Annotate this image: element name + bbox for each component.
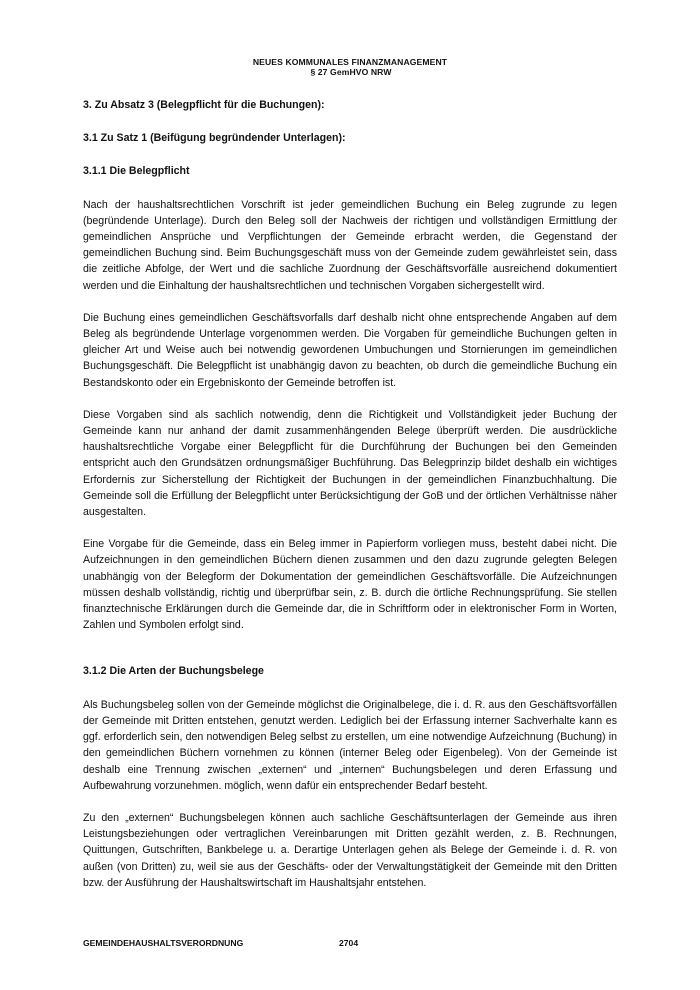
heading-arten-buchungsbelege: 3.1.2 Die Arten der Buchungsbelege [83, 665, 264, 678]
header-subtitle: § 27 GemHVO NRW [310, 67, 392, 77]
paragraph-3: Diese Vorgaben sind als sachlich notwendig, denn die Richtigkeit und Vollständigkeit jeder Buchung der Gemeinde kann nur anhand der damit zusammenhängenden Belege überprüft werden. Die ausdrückliche haushaltsrechtliche Vorgabe einer Belegpflicht für die Durchführung der Buchungen bei den Gemeinden entspricht auch den Grundsätzen ordnungsmäßiger Buchführung. Das Belegprinzip bildet deshalb ein wichtiges Erfordernis zur Sicherstellung der Richtigkeit der Buchungen in der gemeindlichen Finanzbuchhaltung. Die Gemeinde soll die Erfüllung der Belegpflicht unter Berücksichtigung der GoB und der örtlichen Verhältnisse näher ausgestalten. [83, 408, 617, 519]
footer-title: GEMEINDEHAUSHALTSVERORDNUNG [83, 938, 244, 948]
page-header [0, 57, 700, 77]
paragraph-4: Eine Vorgabe für die Gemeinde, dass ein Beleg immer in Papierform vorliegen muss, besteht dabei nicht. Die Aufzeichnungen in den gemeindlichen Büchern dienen zusammen und den dazu zugrunde gelegten Belegen unabhängig von der Belegform der Dokumentation der gemeindlichen Geschäftsvorfälle. Die Aufzeichnungen müssen deshalb vollständig, richtig und überprüfbar sein, z. B. durch die örtliche Rechnungsprüfung. Sie stellen finanztechnische Erklärungen durch die Gemeinde dar, die in Schriftform oder in elektronischer Form in Worten, Zahlen und Symbolen erfolgt sind. [83, 538, 617, 632]
page-footer [83, 938, 359, 948]
page-number: 2704 [339, 938, 359, 948]
paragraph-2: Die Buchung eines gemeindlichen Geschäftsvorfalls darf deshalb nicht ohne entsprechende Angaben auf dem Beleg als begründende Unterlage vorgenommen werden. Die Vorgaben für gemeindliche Buchungen gelten in gleicher Art und Weise auch bei notwendig gewordenen Umbuchungen und Stornierungen im gemeindlichen Buchungsgeschäft. Die Belegpflicht ist unabhängig davon zu beachten, ob durch die gemeindliche Buchung ein Bestandskonto oder ein Ergebniskonto der Gemeinde betroffen ist. [83, 311, 617, 389]
heading-belegpflicht: 3.1.1 Die Belegpflicht [83, 165, 190, 178]
paragraph-5: Als Buchungsbeleg sollen von der Gemeinde möglichst die Originalbelege, die i. d. R. aus den Geschäftsvorfällen der Gemeinde mit Dritten entstehen, genutzt werden. Lediglich bei der Erfassung interner Sachverhalte kann es ggf. erforderlich sein, den notwendigen Beleg selbst zu erstellen, um eine notwendige Aufzeichnung (Buchung) in den gemeindlichen Büchern vornehmen zu können (interner Beleg oder Eigenbeleg). Von der Gemeinde ist deshalb eine Trennung zwischen „externen“ und „internen“ Buchungsbelegen und deren Erfassung und Aufbewahrung vorzunehmen. möglich, wenn dafür ein entsprechender Bedarf besteht. [83, 698, 617, 792]
paragraph-6: Zu den „externen“ Buchungsbelegen können auch sachliche Geschäftsunterlagen der Gemeinde aus ihren Leistungsbeziehungen oder vertraglichen Vereinbarungen mit Dritten gezählt werden, z. B. Rechnungen, Quittungen, Gutschriften, Bankbelege u. a. Derartige Unterlagen gehen als Belege der Gemeinde i. d. R. von außen (von Dritten) zu, weil sie aus der Geschäfts- oder der Verwaltungstätigkeit der Gemeinde mit den Dritten bzw. der Ausführung der Haushaltswirtschaft im Haushaltsjahr entstehen. [83, 811, 617, 889]
document-body [83, 97, 617, 907]
section-spacer [83, 649, 617, 663]
header-title: NEUES KOMMUNALES FINANZMANAGEMENT [252, 57, 448, 67]
paragraph-1: Nach der haushaltsrechtlichen Vorschrift ist jeder gemeindlichen Buchung ein Beleg zugrunde zu legen (begründende Unterlage). Durch den Beleg soll der Nachweis der richtigen und vollständigen Ermittlung der gemeindlichen Ansprüche und Verpflichtungen der Gemeinde erbracht werden, die Gegenstand der gemeindlichen Buchung sind. Beim Buchungsgeschäft muss von der Gemeinde zudem gewährleistet sein, dass die zeitliche Abfolge, der Wert und die sachliche Zuordnung der Geschäftsvorfälle ausreichend dokumentiert werden und die Einhaltung der haushaltsrechtlichen und technischen Vorgaben sichergestellt wird. [83, 198, 617, 292]
heading-absatz-3: 3. Zu Absatz 3 (Belegpflicht für die Buchungen): [83, 99, 325, 111]
heading-satz-1: 3.1 Zu Satz 1 (Beifügung begründender Unterlagen): [83, 132, 346, 145]
